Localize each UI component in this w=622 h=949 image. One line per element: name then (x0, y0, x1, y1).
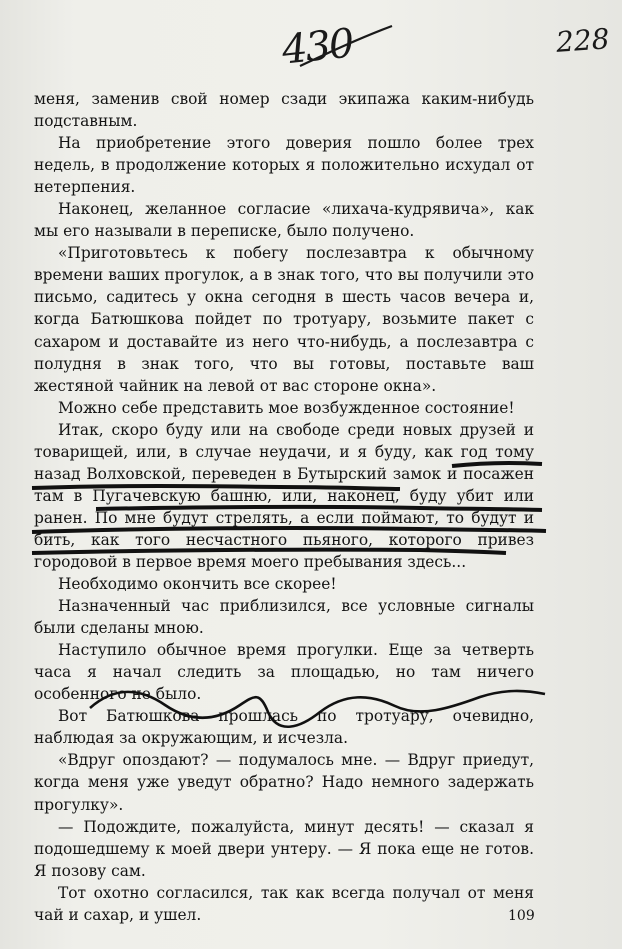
paragraph: «Вдруг опоздают? — подумалось мне. — Вдруг приедут, когда меня уже уведут обратно? Надо немного задержать прогулку». (34, 751, 534, 814)
body-text (34, 88, 534, 926)
paragraph: Тот охотно согласился, так как всегда получал от меня чай и сахар, и ушел. (34, 883, 534, 924)
handwritten-folio-number: 228 (554, 22, 611, 59)
paragraph: «Приготовьтесь к побегу послезавтра к обычному времени ваших прогулок, а в знак того, что вы получили это письмо, садитесь у окна сегодня в шесть часов вечера и, когда Батюшкова пойдет по тротуару, возьмите пакет с сахаром и доставайте из него что-нибудь, а послезавтра с полудня в знак того, что вы готовы, поставьте ваш жестяной чайник на левой от вас стороне окна». (34, 244, 534, 395)
paragraph: Назначенный час приблизился, все условные сигналы были сделаны мною. (34, 597, 534, 638)
paragraph: Можно себе представить мое возбужденное состояние! (58, 398, 515, 417)
paragraph: Необходимо окончить все скорее! (58, 575, 337, 594)
paragraph: меня, заменив свой номер сзади экипажа каким-нибудь подставным. (34, 90, 534, 131)
page-number: 109 (508, 908, 535, 924)
paragraph: — Подождите, пожалуйста, минут десять! — сказал я подошедшему к моей двери унтеру. — Я пока еще не готов. Я позову сам. (34, 817, 534, 880)
bleed-through-text (548, 108, 618, 228)
paragraph: На приобретение этого доверия пошло более трех недель, в продолжение которых я положительно исхудал от нетерпения. (34, 134, 534, 197)
paragraph: Вот Батюшкова прошлась по тротуару, очевидно, наблюдая за окружающим, и исчезла. (34, 707, 534, 748)
paragraph: Итак, скоро буду или на свободе среди новых друзей и товарищей, или, в случае неудачи, и я буду, как год тому назад Волховской, переведен в Бутырский замок и посажен там в Пугачевскую башню, или, наконец, буду убит или ранен. По мне будут стрелять, а если поймают, то будут и бить, как того несчастного пьяного, которого привез городовой в первое время моего пребывания здесь... (34, 420, 534, 571)
handwritten-archive-number: 430 (279, 20, 355, 74)
paragraph: Наступило обычное время прогулки. Еще за четверть часа я начал следить за площадью, но там ничего особенного не было. (34, 641, 534, 704)
paragraph: Наконец, желанное согласие «лихача-кудрявича», как мы его называли в переписке, было получено. (34, 200, 534, 241)
